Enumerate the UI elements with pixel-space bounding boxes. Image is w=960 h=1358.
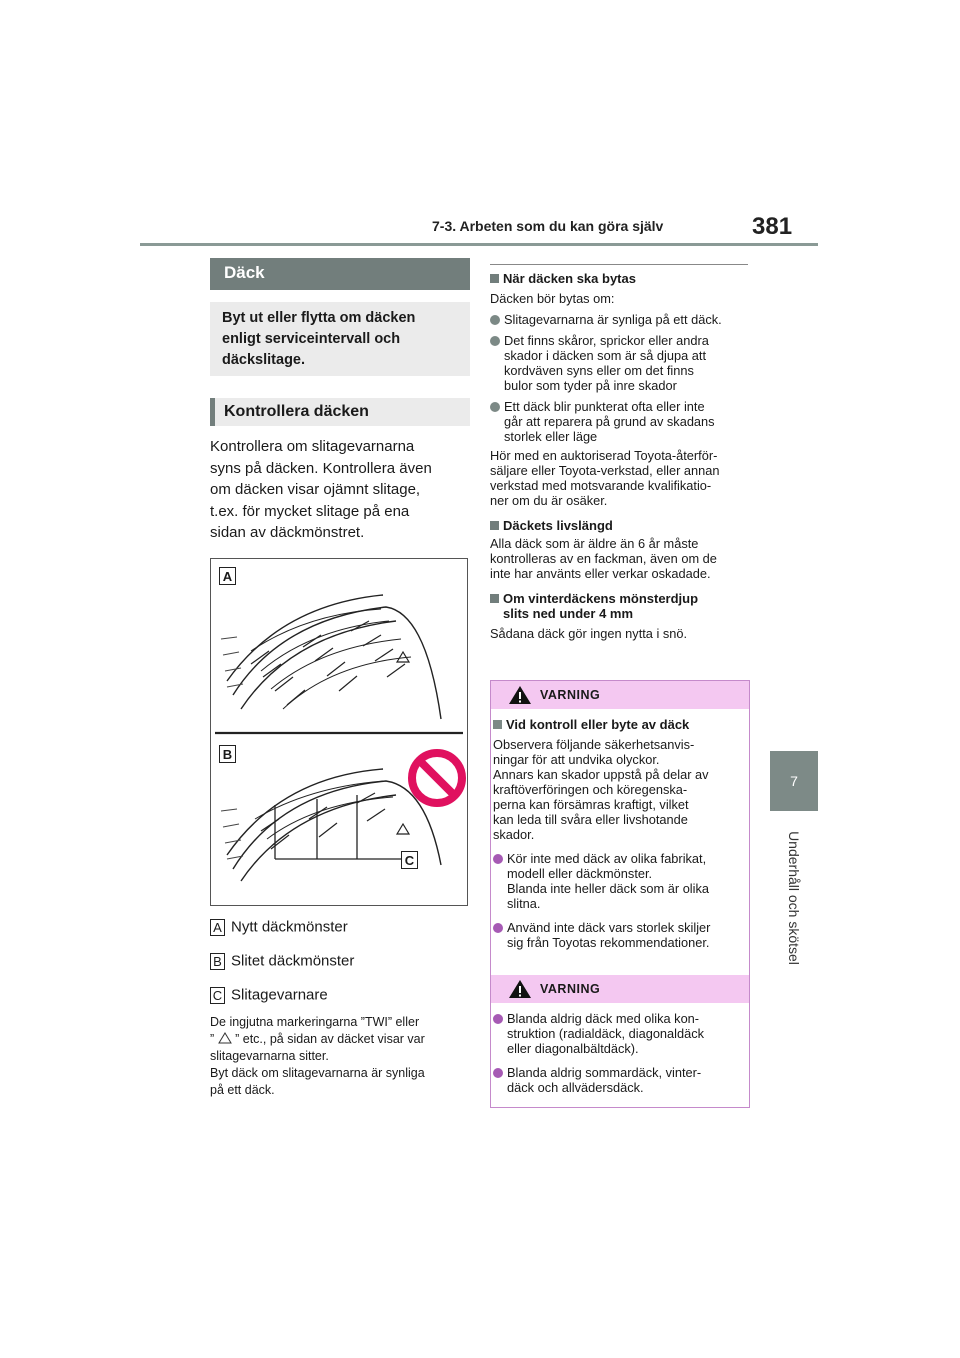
intro-box: Byt ut eller flytta om däcken enligt serviceintervall och däckslitage.: [210, 302, 470, 376]
chapter-tab-number: 7: [770, 751, 818, 811]
warning-header: VARNING: [491, 681, 749, 709]
bullet-icon: [493, 854, 503, 864]
prohibition-icon: [412, 753, 462, 803]
square-bullet-icon: [490, 521, 499, 530]
figure-label-a: A: [219, 567, 236, 585]
bullet-icon: [490, 315, 500, 325]
bullet-icon: [493, 1014, 503, 1024]
bullet-icon: [490, 336, 500, 346]
chapter-tab-title: Underhåll och skötsel: [786, 831, 802, 965]
bullet-icon: [490, 402, 500, 412]
legend-item: C Slitagevarnare: [210, 986, 328, 1006]
subsection-title: Kontrollera däcken: [210, 398, 470, 426]
tire-tread-figure: [210, 558, 468, 906]
figure-label-b: B: [219, 745, 236, 763]
square-bullet-icon: [490, 594, 499, 603]
warning1-body: Vid kontroll eller byte av däck Observera följande säkerhetsanvis- ningar för att undvika olyckor. Annars kan skador uppstå på delar av kraftöverföringen och köregenska- perna kan försämras kraftigt, vilket kan leda till svåra eller livshotande skador. Kör inte med däck av olika fabrikat, modell eller däckmönster. Blanda inte heller däck som är olika slitna. Använd inte däck vars storlek skiljer sig från Toyotas rekommendationer.: [493, 717, 711, 950]
legend-item: A Nytt däckmönster: [210, 918, 348, 938]
section-title: Däck: [210, 258, 470, 290]
heading-replace: När däcken ska bytas: [490, 271, 752, 286]
heading-winter: Om vinterdäckens mönsterdjup: [490, 591, 752, 606]
triangle-mark-icon: [218, 1032, 232, 1044]
twi-note: De ingjutna markeringarna ”TWI” eller ” ” etc., på sidan av däcket visar var slitagevarnarna sitter. Byt däck om slitagevarnarna är synliga på ett däck.: [210, 1015, 425, 1097]
running-header-section: 7-3. Arbeten som du kan göra själv: [432, 218, 664, 234]
tire-illustration: [211, 559, 469, 907]
warning-box: [490, 680, 750, 1108]
right-column-rule: [490, 264, 748, 265]
bullet-icon: [493, 1068, 503, 1078]
bullet-icon: [493, 923, 503, 933]
figure-label-c: C: [401, 851, 418, 869]
warning-header: VARNING: [491, 975, 749, 1003]
square-bullet-icon: [493, 720, 502, 729]
warning-triangle-icon: [508, 979, 532, 999]
warning-triangle-icon: [508, 685, 532, 705]
body-text: Kontrollera om slitagevarnarna syns på däcken. Kontrollera även om däcken visar ojämnt slitage, t.ex. för mycket slitage på ena sidan av däckmönstret.: [210, 438, 432, 542]
header-rule: [140, 243, 818, 246]
page-number: 381: [752, 213, 793, 240]
heading-lifetime: Däckets livslängd: [490, 518, 752, 533]
legend-item: B Slitet däckmönster: [210, 952, 354, 972]
warning2-body: Blanda aldrig däck med olika kon- struktion (radialdäck, diagonaldäck eller diagonalbältdäck). Blanda aldrig sommardäck, vinter- däck och allvädersdäck.: [493, 1011, 743, 1095]
right-column-text: När däcken ska bytas Däcken bör bytas om: Slitagevarnarna är synliga på ett däck. Det finns skåror, sprickor eller andra skador i däcken som är så djupa att kordväven syns eller om det finns bulor som tyder på inre skador Ett däck blir punkterat ofta eller inte går att reparera på grund av skadans storlek eller läge Hör med en auktoriserad Toyota-återför- säljare eller Toyota-verkstad, eller annan verkstad med motsvarande kvalifikatio- ner om du är osäker. Däckets livslängd Alla däck som är äldre än 6 år måste kontrolleras av en fackman, även om de inte har använts eller verkar oskadade. Om vinterdäckens mönsterdjup slits ned under 4 mm Sådana däck gör ingen nytta i snö.: [490, 271, 752, 641]
square-bullet-icon: [490, 274, 499, 283]
